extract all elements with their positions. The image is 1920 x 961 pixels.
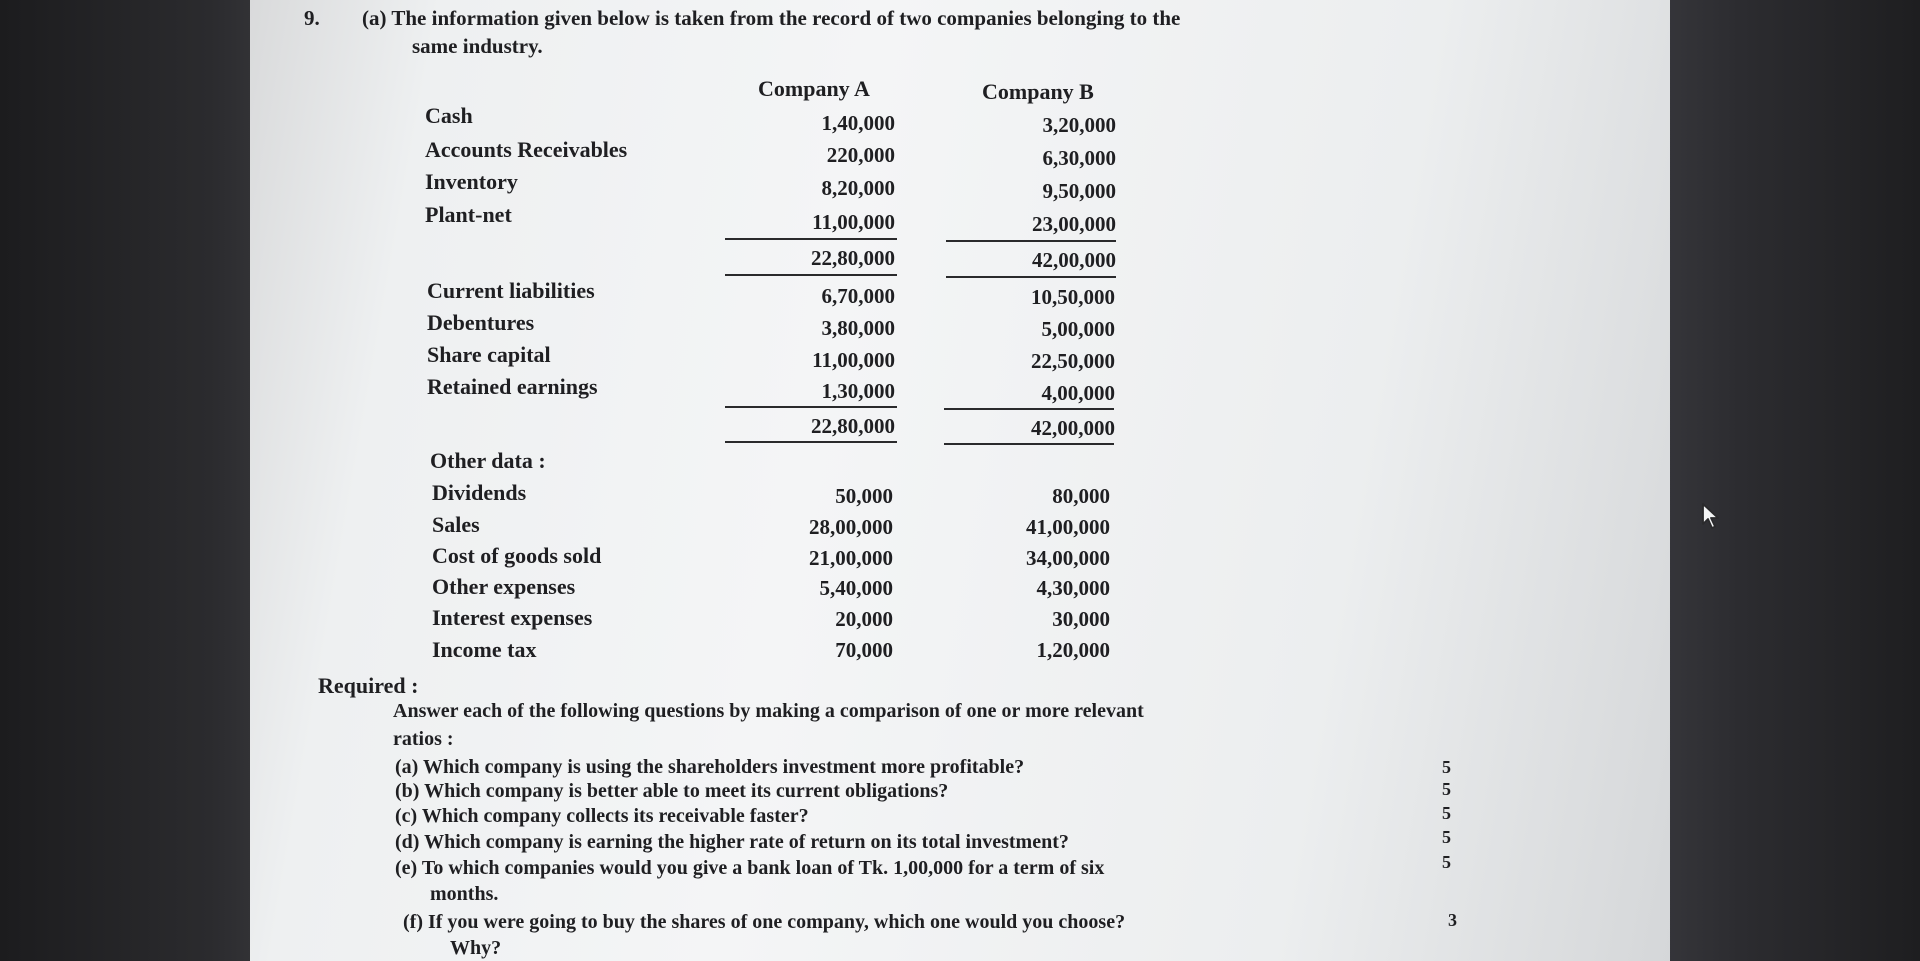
row-label-dividends: Dividends xyxy=(432,480,527,505)
sales-company-a: 28,00,000 xyxy=(809,515,893,539)
plant-company-b: 23,00,000 xyxy=(1032,212,1116,236)
row-label-debentures: Debentures xyxy=(427,310,535,335)
row-label-share-capital: Share capital xyxy=(427,342,551,367)
required-item-b: (b) Which company is better able to meet its current obligations? xyxy=(395,780,949,802)
question-intro-line1: (a) The information given below is taken from the record of two companies belonging to the xyxy=(362,6,1181,30)
mouse-pointer-icon xyxy=(1700,502,1724,530)
marks-item-d: 5 xyxy=(1442,827,1451,847)
row-label-retained-earnings: Retained earnings xyxy=(427,374,598,399)
row-label-income-tax: Income tax xyxy=(432,637,537,662)
assets-total-company-a: 22,80,000 xyxy=(811,246,895,270)
inventory-company-b: 9,50,000 xyxy=(1042,179,1116,203)
row-label-plant-net: Plant-net xyxy=(425,202,512,227)
marks-item-c: 5 xyxy=(1442,803,1451,823)
liabilities-total-underline-b xyxy=(944,443,1114,445)
interest-company-b: 30,000 xyxy=(1052,607,1110,631)
row-label-current-liabilities: Current liabilities xyxy=(427,278,595,303)
liabilities-total-rule-a xyxy=(725,406,897,408)
required-item-e-continued: months. xyxy=(430,883,499,905)
required-item-a: (a) Which company is using the shareholders investment more profitable? xyxy=(395,756,1025,778)
interest-company-a: 20,000 xyxy=(835,607,893,631)
question-number: 9. xyxy=(304,6,320,30)
marks-item-a: 5 xyxy=(1442,757,1451,777)
liabilities-total-rule-b xyxy=(944,408,1114,410)
required-intro-line2: ratios : xyxy=(393,728,454,750)
liabilities-total-underline-a xyxy=(725,441,897,443)
other-data-title: Other data : xyxy=(430,448,546,473)
required-title: Required : xyxy=(318,673,419,698)
liabilities-total-company-b: 42,00,000 xyxy=(1031,416,1115,440)
row-label-interest-expenses: Interest expenses xyxy=(432,605,593,630)
share-capital-company-a: 11,00,000 xyxy=(812,348,895,372)
required-item-d: (d) Which company is earning the higher rate of return on its total investment? xyxy=(395,831,1069,853)
cogs-company-a: 21,00,000 xyxy=(809,546,893,570)
required-item-c: (c) Which company collects its receivable faster? xyxy=(395,805,809,827)
inventory-company-a: 8,20,000 xyxy=(821,176,895,200)
sales-company-b: 41,00,000 xyxy=(1026,515,1110,539)
assets-total-rule-b xyxy=(946,240,1116,242)
row-label-cash: Cash xyxy=(425,103,473,128)
assets-total-underline-a xyxy=(725,274,897,276)
required-item-e: (e) To which companies would you give a bank loan of Tk. 1,00,000 for a term of six xyxy=(395,857,1105,879)
marks-item-e: 5 xyxy=(1442,852,1451,872)
debentures-company-a: 3,80,000 xyxy=(821,316,895,340)
row-label-cost-of-goods-sold: Cost of goods sold xyxy=(432,543,602,568)
current-liabilities-company-b: 10,50,000 xyxy=(1031,285,1115,309)
col-header-company-a: Company A xyxy=(758,76,870,101)
row-label-accounts-receivables: Accounts Receivables xyxy=(425,137,628,162)
cash-company-a: 1,40,000 xyxy=(821,111,895,135)
col-header-company-b: Company B xyxy=(982,79,1094,104)
current-liabilities-company-a: 6,70,000 xyxy=(821,284,895,308)
receivables-company-b: 6,30,000 xyxy=(1042,146,1116,170)
other-expenses-company-a: 5,40,000 xyxy=(819,576,893,600)
assets-total-underline-b xyxy=(946,276,1116,278)
receivables-company-a: 220,000 xyxy=(826,143,895,167)
income-tax-company-b: 1,20,000 xyxy=(1036,638,1110,662)
share-capital-company-b: 22,50,000 xyxy=(1031,349,1115,373)
income-tax-company-a: 70,000 xyxy=(835,638,893,662)
assets-total-rule-a xyxy=(725,238,897,240)
plant-company-a: 11,00,000 xyxy=(812,210,895,234)
retained-earnings-company-a: 1,30,000 xyxy=(821,379,895,403)
retained-earnings-company-b: 4,00,000 xyxy=(1041,381,1115,405)
marks-item-b: 5 xyxy=(1442,779,1451,799)
debentures-company-b: 5,00,000 xyxy=(1041,317,1115,341)
required-intro-line1: Answer each of the following questions by making a comparison of one or more relevant xyxy=(393,700,1144,722)
required-item-f-continued: Why? xyxy=(450,937,502,959)
row-label-other-expenses: Other expenses xyxy=(432,574,576,599)
other-expenses-company-b: 4,30,000 xyxy=(1036,576,1110,600)
question-intro-line2: same industry. xyxy=(412,34,543,58)
dividends-company-b: 80,000 xyxy=(1052,484,1110,508)
required-item-f: (f) If you were going to buy the shares of one company, which one would you choose? xyxy=(403,911,1126,933)
cogs-company-b: 34,00,000 xyxy=(1026,546,1110,570)
assets-total-company-b: 42,00,000 xyxy=(1032,248,1116,272)
liabilities-total-company-a: 22,80,000 xyxy=(811,414,895,438)
row-label-sales: Sales xyxy=(432,512,480,537)
cash-company-b: 3,20,000 xyxy=(1042,113,1116,137)
marks-item-f: 3 xyxy=(1448,910,1457,930)
row-label-inventory: Inventory xyxy=(425,169,518,194)
dividends-company-a: 50,000 xyxy=(835,484,893,508)
